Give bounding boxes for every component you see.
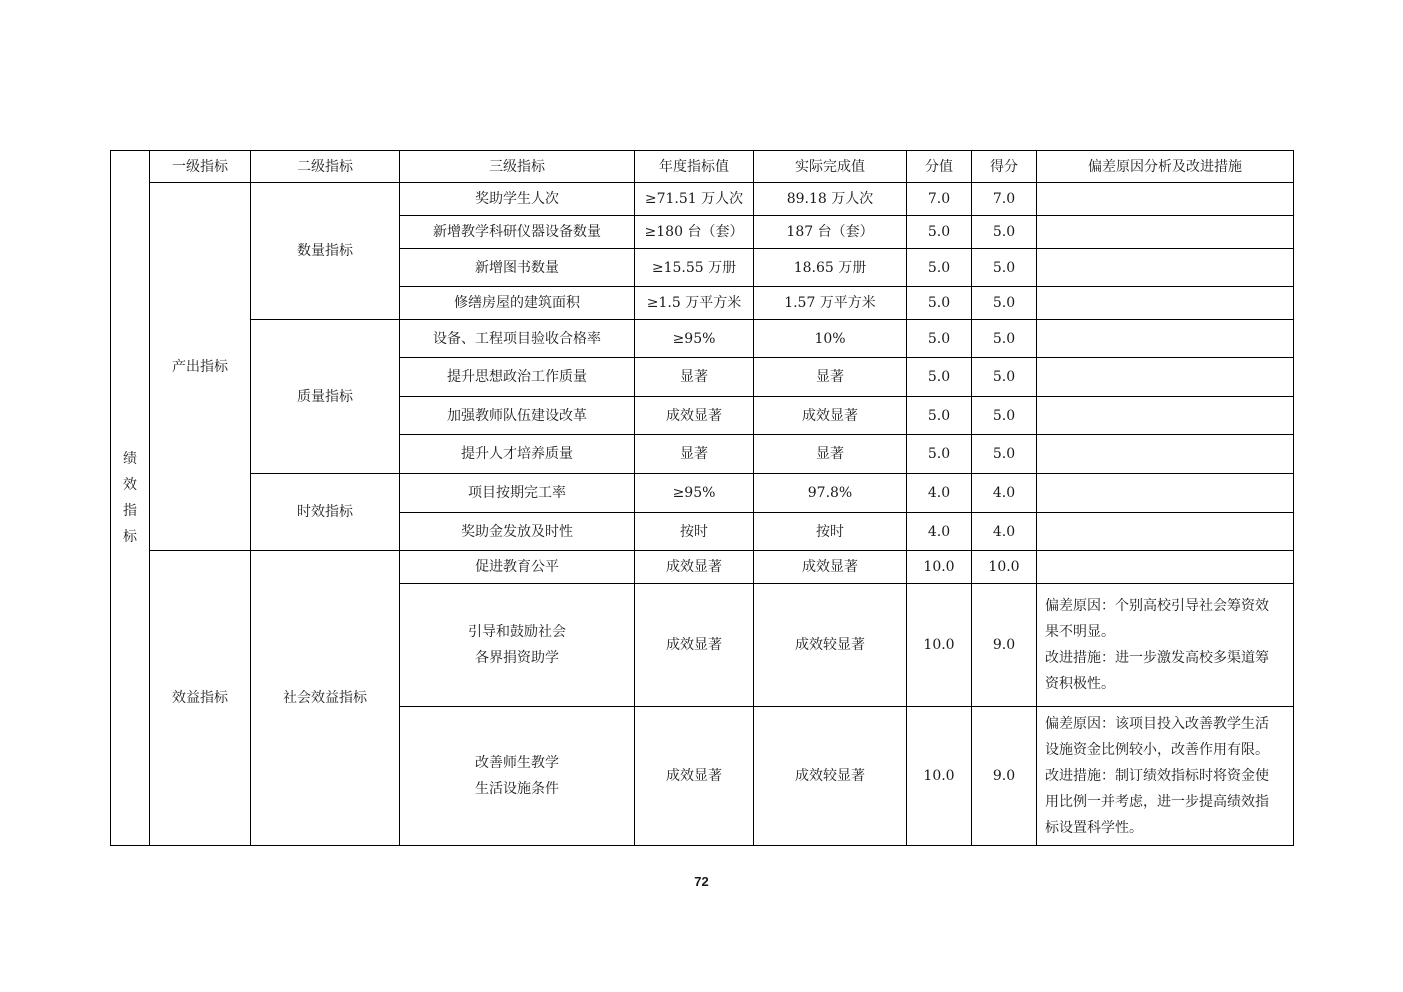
score: 7.0 [907,183,972,216]
table-row [111,183,1294,216]
deviation-note-line: 设施资金比例较小，改善作用有限。 [1045,742,1269,758]
deviation-note-line: 用比例一并考虑，进一步提高绩效指 [1045,794,1269,810]
indicator-name: 提升思想政治工作质量 [400,358,635,397]
deviation-note [1037,513,1294,551]
actual-value: 187 台（套） [754,216,907,249]
indicator-name-line: 改善师生教学 [475,755,559,771]
deviation-note-line: 资积极性。 [1045,676,1115,692]
score: 10.0 [907,707,972,846]
points-earned: 5.0 [972,249,1037,287]
group-timeliness: 时效指标 [251,474,400,551]
annual-target: 显著 [635,358,754,397]
indicator-name: 修缮房屋的建筑面积 [400,287,635,320]
indicator-name: 项目按期完工率 [400,474,635,513]
actual-value: 按时 [754,513,907,551]
group-output: 产出指标 [150,183,251,551]
deviation-note [1037,397,1294,435]
header-annual-target: 年度指标值 [635,151,754,183]
group-quality: 质量指标 [251,320,400,474]
actual-value: 成效较显著 [754,584,907,707]
deviation-note-line: 改进措施：制订绩效指标时将资金使 [1045,768,1269,784]
annual-target: 成效显著 [635,707,754,846]
indicator-name: 加强教师队伍建设改革 [400,397,635,435]
deviation-note [1037,287,1294,320]
indicator-name: 促进教育公平 [400,551,635,584]
deviation-note [1037,216,1294,249]
performance-indicator-table [110,150,1294,846]
annual-target: 按时 [635,513,754,551]
deviation-note-line: 标设置科学性。 [1045,820,1143,836]
table-header-row [111,151,1294,183]
table-row [111,320,1294,358]
indicator-name-line: 各界捐资助学 [475,650,559,666]
annual-target: ≥180 台（套） [635,216,754,249]
score: 5.0 [907,287,972,320]
points-earned: 9.0 [972,584,1037,707]
points-earned: 7.0 [972,183,1037,216]
table-row [111,551,1294,584]
side-label-char: 绩 [123,451,137,467]
actual-value: 成效显著 [754,397,907,435]
deviation-note [1037,183,1294,216]
actual-value: 1.57 万平方米 [754,287,907,320]
indicator-name-line: 生活设施条件 [475,781,559,797]
annual-target: ≥71.51 万人次 [635,183,754,216]
actual-value: 89.18 万人次 [754,183,907,216]
header-points-earned: 得分 [972,151,1037,183]
score: 5.0 [907,397,972,435]
points-earned: 10.0 [972,551,1037,584]
score: 5.0 [907,320,972,358]
indicator-name: 提升人才培养质量 [400,435,635,474]
annual-target: ≥15.55 万册 [635,249,754,287]
indicator-name: 新增图书数量 [400,249,635,287]
header-actual-value: 实际完成值 [754,151,907,183]
header-level3: 三级指标 [400,151,635,183]
points-earned: 5.0 [972,216,1037,249]
header-deviation-analysis: 偏差原因分析及改进措施 [1037,151,1294,183]
group-quantity: 数量指标 [251,183,400,320]
score: 5.0 [907,216,972,249]
side-label-cell [111,151,150,846]
points-earned: 4.0 [972,513,1037,551]
score: 10.0 [907,584,972,707]
score: 10.0 [907,551,972,584]
deviation-note [1037,474,1294,513]
indicator-name [400,584,635,707]
points-earned: 5.0 [972,397,1037,435]
actual-value: 显著 [754,435,907,474]
header-score: 分值 [907,151,972,183]
indicator-name: 新增教学科研仪器设备数量 [400,216,635,249]
actual-value: 显著 [754,358,907,397]
group-benefit: 效益指标 [150,551,251,846]
score: 5.0 [907,435,972,474]
deviation-note [1037,551,1294,584]
score: 4.0 [907,474,972,513]
annual-target: 显著 [635,435,754,474]
annual-target: ≥1.5 万平方米 [635,287,754,320]
side-label-char: 效 [123,477,137,493]
indicator-name [400,707,635,846]
indicator-name-line: 引导和鼓励社会 [468,624,566,640]
score: 4.0 [907,513,972,551]
deviation-note [1037,358,1294,397]
actual-value: 18.65 万册 [754,249,907,287]
header-level1: 一级指标 [150,151,251,183]
points-earned: 5.0 [972,358,1037,397]
indicator-name: 奖助学生人次 [400,183,635,216]
annual-target: 成效显著 [635,397,754,435]
deviation-note-line: 偏差原因：个别高校引导社会筹资效 [1045,598,1269,614]
actual-value: 10% [754,320,907,358]
deviation-note [1037,435,1294,474]
deviation-note-line: 果不明显。 [1045,624,1115,640]
indicator-name: 奖助金发放及时性 [400,513,635,551]
actual-value: 成效显著 [754,551,907,584]
side-label-char: 指 [123,503,137,519]
page-number: 72 [694,874,709,889]
deviation-note [1037,249,1294,287]
group-social: 社会效益指标 [251,551,400,846]
actual-value: 97.8% [754,474,907,513]
score: 5.0 [907,358,972,397]
deviation-note [1037,320,1294,358]
deviation-note [1037,707,1294,846]
points-earned: 5.0 [972,320,1037,358]
points-earned: 5.0 [972,287,1037,320]
deviation-note-line: 偏差原因：该项目投入改善教学生活 [1045,716,1269,732]
points-earned: 4.0 [972,474,1037,513]
annual-target: ≥95% [635,474,754,513]
points-earned: 5.0 [972,435,1037,474]
points-earned: 9.0 [972,707,1037,846]
side-label-char: 标 [123,529,137,545]
indicator-name: 设备、工程项目验收合格率 [400,320,635,358]
deviation-note [1037,584,1294,707]
annual-target: 成效显著 [635,584,754,707]
deviation-note-line: 改进措施：进一步激发高校多渠道筹 [1045,650,1269,666]
table-row [111,474,1294,513]
annual-target: ≥95% [635,320,754,358]
header-level2: 二级指标 [251,151,400,183]
actual-value: 成效较显著 [754,707,907,846]
score: 5.0 [907,249,972,287]
annual-target: 成效显著 [635,551,754,584]
